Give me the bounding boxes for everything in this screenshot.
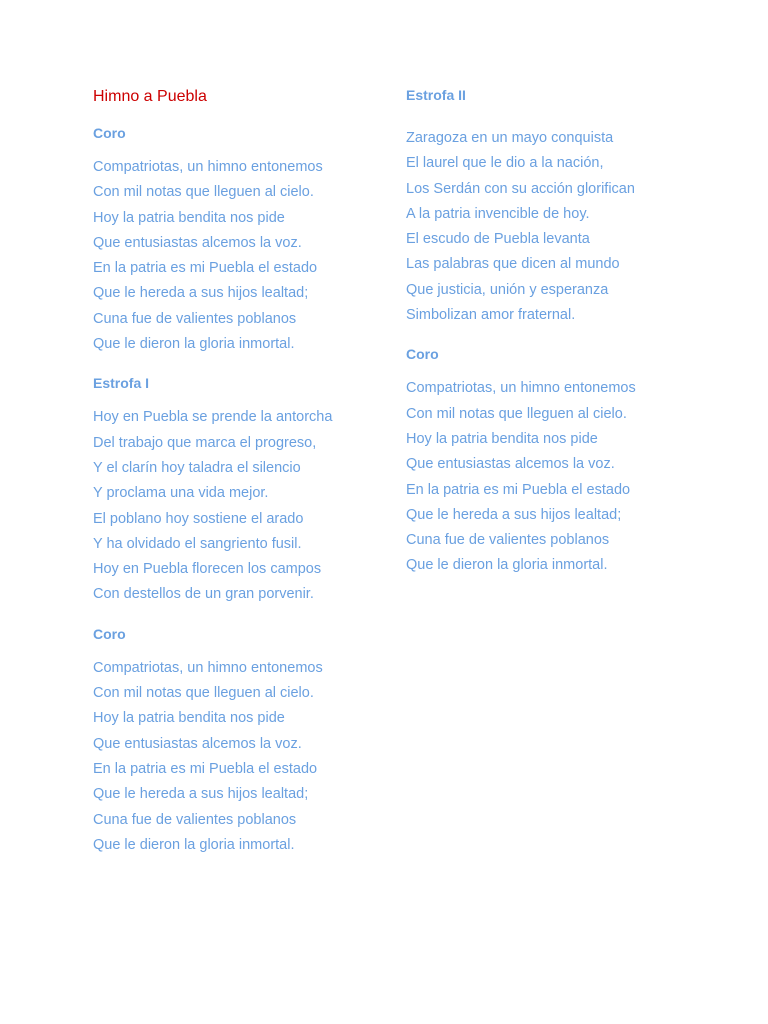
stanza-lines [93, 155, 393, 357]
stanza-heading: Estrofa II [406, 87, 466, 103]
verse-line: Compatriotas, un himno entonemos [93, 159, 323, 175]
verse-line: Hoy la patria bendita nos pide [93, 209, 285, 226]
stanza-heading: Coro [406, 346, 439, 363]
verse-line: En la patria es mi Puebla el estado [93, 260, 318, 277]
stanza-lines [406, 126, 706, 328]
stanza-lines [406, 376, 706, 578]
stanza-heading: Estrofa I [93, 375, 150, 392]
verse-line: Hoy la patria bendita nos pide [93, 710, 285, 727]
verse-line: Del trabajo que marca el progreso, [93, 434, 317, 451]
verse-line: Que entusiastas alcemos la voz. [93, 735, 302, 752]
verse-line: El escudo de Puebla levanta [406, 231, 590, 248]
verse-line: Hoy en Puebla florecen los campos [93, 561, 322, 578]
stanza-estrofa-ii [406, 86, 706, 328]
verse-line: Que le hereda a sus hijos lealtad; [93, 285, 309, 302]
verse-line: A la patria invencible de hoy. [406, 205, 590, 222]
verse-line: Hoy la patria bendita nos pide [406, 430, 598, 447]
right-sections [406, 86, 706, 579]
verse-line: Que le hereda a sus hijos lealtad; [406, 506, 622, 523]
verse-line: Que entusiastas alcemos la voz. [406, 456, 615, 473]
right-column [406, 86, 706, 596]
verse-line: Que le dieron la gloria inmortal. [93, 336, 295, 353]
verse-line: Que le dieron la gloria inmortal. [406, 557, 608, 574]
stanza-coro [406, 345, 706, 578]
verse-line: Simbolizan amor fraternal. [406, 307, 576, 324]
stanza-lines [93, 405, 393, 607]
verse-line: Con mil notas que lleguen al cielo. [93, 685, 314, 702]
left-column [93, 86, 393, 875]
verse-line: Compatriotas, un himno entonemos [406, 380, 636, 397]
left-sections [93, 124, 393, 858]
verse-line: Los Serdán con su acción glorifican [406, 180, 635, 197]
verse-line: Con mil notas que lleguen al cielo. [93, 184, 314, 201]
verse-line: Compatriotas, un himno entonemos [93, 659, 323, 676]
verse-line: Y ha olvidado el sangriento fusil. [93, 535, 302, 552]
verse-line: Zaragoza en un mayo conquista [406, 130, 614, 146]
stanza-estrofa-i [93, 374, 393, 607]
verse-line: Hoy en Puebla se prende la antorcha [93, 409, 333, 426]
stanza-coro [93, 625, 393, 858]
stanza-heading: Coro [93, 125, 126, 141]
verse-line: El laurel que le dio a la nación, [406, 155, 604, 172]
document-title: Himno a Puebla [93, 88, 207, 105]
verse-line: Con destellos de un gran porvenir. [93, 586, 314, 603]
verse-line: Que le dieron la gloria inmortal. [93, 836, 295, 853]
verse-line: Cuna fue de valientes poblanos [406, 532, 610, 549]
verse-line: En la patria es mi Puebla el estado [406, 481, 631, 498]
stanza-lines [93, 656, 393, 858]
verse-line: El poblano hoy sostiene el arado [93, 510, 304, 527]
verse-line: Que le hereda a sus hijos lealtad; [93, 786, 309, 803]
verse-line: Cuna fue de valientes poblanos [93, 310, 297, 327]
verse-line: Y el clarín hoy taladra el silencio [93, 459, 301, 476]
verse-line: En la patria es mi Puebla el estado [93, 760, 318, 777]
verse-line: Las palabras que dicen al mundo [406, 256, 620, 273]
verse-line: Que justicia, unión y esperanza [406, 281, 609, 298]
verse-line: Y proclama una vida mejor. [93, 485, 269, 502]
verse-line: Que entusiastas alcemos la voz. [93, 234, 302, 251]
stanza-coro [93, 124, 393, 357]
verse-line: Cuna fue de valientes poblanos [93, 811, 297, 828]
stanza-heading: Coro [93, 625, 126, 642]
verse-line: Con mil notas que lleguen al cielo. [406, 405, 627, 422]
